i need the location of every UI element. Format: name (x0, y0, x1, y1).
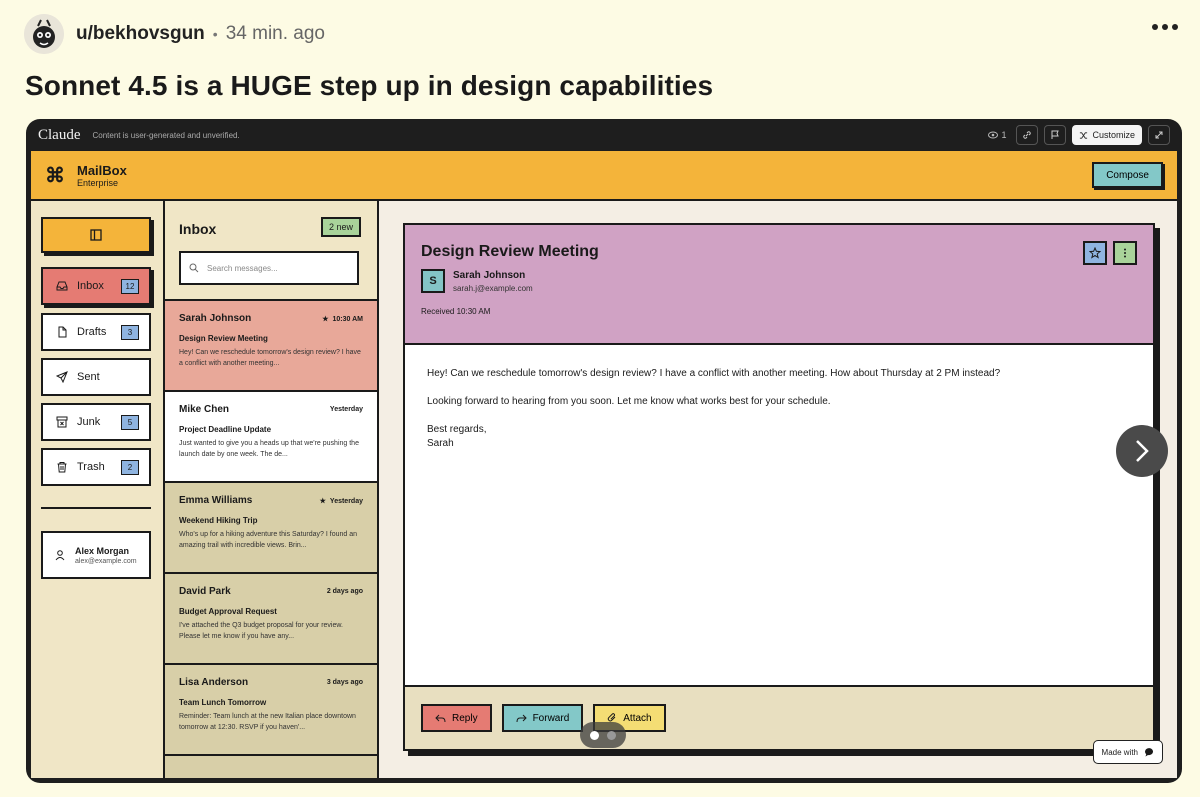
message-date: 10:30 AM (332, 315, 363, 323)
shuffle-icon (1079, 131, 1088, 140)
star-button[interactable] (1083, 241, 1107, 265)
sender-name: Sarah Johnson (453, 269, 526, 281)
received-time: Received 10:30 AM (421, 307, 491, 316)
message-subject: Team Lunch Tomorrow (179, 698, 267, 707)
body-paragraph: Looking forward to hearing from you soon. Let me know what works best for your schedule. (427, 396, 831, 407)
post-time: 34 min. ago (225, 23, 325, 44)
junk-count-badge: 5 (121, 415, 139, 430)
app-topbar (31, 151, 1177, 201)
sidebar-item-label: Drafts (77, 326, 107, 338)
search-placeholder: Search messages... (207, 263, 278, 273)
user-avatar-icon (24, 14, 64, 54)
post-title[interactable]: Sonnet 4.5 is a HUGE step up in design capabilities (25, 70, 714, 101)
message-preview: Reminder: Team lunch at the new Italian place downtown tomorrow at 12:30. RSVP if you haven'... (179, 713, 356, 731)
claude-logo: Claude (38, 126, 81, 143)
list-item[interactable] (165, 301, 377, 392)
pager-dot-active[interactable] (590, 731, 599, 740)
claude-artifact-bar (26, 119, 1182, 151)
sidebar-panel-icon (90, 229, 102, 241)
mailbox-app (31, 151, 1177, 778)
sidebar-item-label: Sent (77, 371, 100, 383)
message-card (403, 223, 1155, 751)
new-count-badge: 2 new (321, 217, 361, 237)
sender-email: sarah.j@example.com (453, 283, 533, 293)
link-icon (1022, 130, 1032, 140)
sidebar-item-label: Inbox (77, 280, 104, 292)
message-title: Design Review Meeting (421, 243, 599, 260)
brand-name: MailBox (77, 162, 127, 178)
message-date: Yesterday (329, 406, 363, 413)
message-body (405, 345, 1153, 473)
post-header (24, 14, 325, 54)
forward-button[interactable]: Forward (502, 704, 584, 732)
pager-dot[interactable] (607, 731, 616, 740)
list-item[interactable] (165, 392, 377, 483)
brand-sub: Enterprise (77, 177, 119, 188)
list-header (165, 201, 377, 301)
avatar[interactable] (24, 14, 64, 54)
eye-icon (988, 131, 998, 139)
user-profile-card[interactable] (41, 531, 151, 579)
signoff: Best regards, (427, 424, 487, 435)
message-preview: I've attached the Q3 budget proposal for your review. Please let me know if you have any... (179, 622, 343, 640)
list-item[interactable] (165, 483, 377, 574)
user-name: Alex Morgan (75, 545, 130, 556)
user-icon (53, 548, 67, 562)
chat-bubble-icon (1144, 747, 1154, 757)
command-icon: ⌘ (45, 164, 65, 187)
message-header (405, 225, 1153, 345)
message-subject: Budget Approval Request (179, 607, 277, 616)
customize-button[interactable]: Customize (1072, 125, 1142, 145)
username-link[interactable]: u/bekhovsgun (76, 23, 205, 44)
message-subject: Project Deadline Update (179, 425, 272, 434)
expand-icon (1154, 130, 1164, 140)
message-sender: David Park (179, 586, 231, 597)
message-subject: Design Review Meeting (179, 334, 268, 343)
message-sender: Mike Chen (179, 404, 230, 415)
report-button[interactable] (1044, 125, 1066, 145)
message-date: 2 days ago (326, 588, 363, 595)
inbox-icon (55, 279, 69, 293)
user-email: alex@example.com (75, 557, 137, 565)
archive-x-icon (55, 415, 69, 429)
inbox-count-badge: 12 (121, 279, 139, 294)
attach-button[interactable]: Attach (593, 704, 665, 732)
list-title: Inbox (179, 221, 217, 237)
sidebar-item-junk[interactable] (41, 403, 151, 441)
post-image[interactable] (26, 119, 1182, 783)
message-sender: Lisa Anderson (179, 677, 249, 688)
list-item[interactable] (165, 574, 377, 665)
search-icon (189, 263, 199, 273)
sender-info (421, 269, 1137, 293)
message-preview: Hey! Can we reschedule tomorrow's design review? I have a conflict with another meeting... (179, 349, 361, 367)
sidebar-divider (41, 507, 151, 509)
reply-icon (435, 714, 446, 723)
sidebar-item-inbox[interactable] (41, 267, 151, 305)
next-image-button[interactable] (1116, 425, 1168, 477)
more-options-icon[interactable] (1152, 24, 1178, 30)
link-button[interactable] (1016, 125, 1038, 145)
reply-button[interactable]: Reply (421, 704, 492, 732)
compose-button[interactable]: Compose (1092, 162, 1163, 188)
message-date: 3 days ago (326, 679, 363, 686)
drafts-count-badge: 3 (121, 325, 139, 340)
trash-count-badge: 2 (121, 460, 139, 475)
views-count: 1 (988, 130, 1006, 140)
star-outline-icon (1089, 247, 1101, 259)
expand-button[interactable] (1148, 125, 1170, 145)
sender-avatar: S (421, 269, 445, 293)
message-preview: Who's up for a hiking adventure this Saturday? I found an amazing trail with incredible views. Brin... (179, 531, 358, 549)
sidebar (31, 201, 165, 778)
sidebar-toggle-button[interactable] (41, 217, 151, 253)
body-paragraph: Hey! Can we reschedule tomorrow's design review? I have a conflict with another meeting. How about Thursday at 2 PM instead? (427, 368, 1001, 379)
signature: Sarah (427, 438, 454, 449)
chevron-right-icon (1133, 438, 1151, 464)
star-icon[interactable]: ★ (319, 498, 326, 505)
sidebar-item-sent[interactable] (41, 358, 151, 396)
list-item[interactable] (165, 665, 377, 756)
message-preview: Just wanted to give you a heads up that we're pushing the launch date by one week. The de... (179, 440, 359, 458)
sidebar-item-trash[interactable] (41, 448, 151, 486)
message-subject: Weekend Hiking Trip (179, 516, 258, 525)
made-with-badge[interactable]: Made with (1093, 740, 1163, 764)
message-sender: Emma Williams (179, 495, 253, 506)
star-icon[interactable]: ★ (322, 316, 329, 323)
sidebar-item-drafts[interactable] (41, 313, 151, 351)
sidebar-item-label: Trash (77, 461, 105, 473)
message-date: Yesterday (329, 497, 363, 505)
search-input[interactable] (179, 251, 359, 285)
message-sender: Sarah Johnson (179, 313, 252, 324)
message-actions (405, 685, 1153, 749)
content-note: Content is user-generated and unverified. (92, 130, 240, 140)
trash-icon (55, 460, 69, 474)
more-vertical-button[interactable] (1113, 241, 1137, 265)
message-reader (379, 201, 1177, 778)
message-list (165, 201, 379, 778)
carousel-pager[interactable] (580, 722, 626, 748)
send-icon (55, 370, 69, 384)
file-icon (55, 325, 69, 339)
forward-icon (516, 714, 527, 723)
sidebar-item-label: Junk (77, 416, 101, 428)
separator-dot: • (212, 26, 218, 42)
flag-icon (1050, 130, 1060, 140)
more-vertical-icon (1119, 247, 1131, 259)
